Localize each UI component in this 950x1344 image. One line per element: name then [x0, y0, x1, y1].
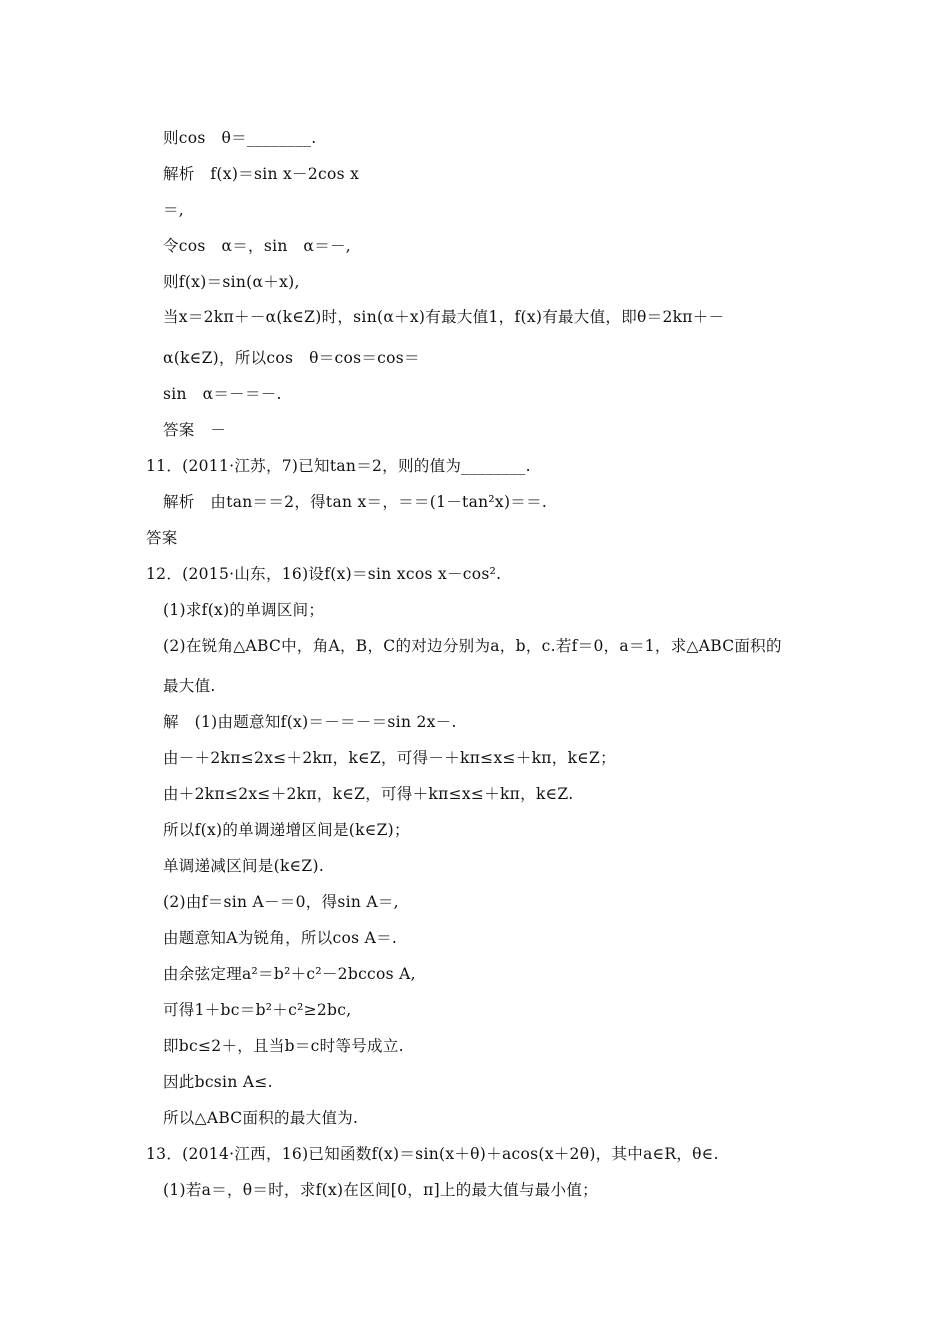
answer-label: 答案 — [146, 529, 178, 547]
text-line: 由余弦定理a²＝b²＋c²－2bccos A, — [163, 965, 416, 983]
text-line: 单调递减区间是(k∈Z). — [163, 857, 325, 875]
answer-label: 答案 － — [163, 421, 227, 439]
text-line: 解析 由tan＝＝2，得tan x＝，＝＝(1－tan²x)＝＝. — [163, 493, 548, 511]
text-line: 则cos θ＝________. — [163, 129, 317, 147]
text-line: (2)由f＝sin A－＝0，得sin A＝, — [163, 893, 399, 911]
text-line: 令cos α＝，sin α＝－, — [163, 237, 352, 255]
problem-11-heading: 11．(2011·江苏，7)已知tan＝2，则的值为________. — [146, 457, 531, 475]
text-line: (1)求f(x)的单调区间； — [163, 601, 325, 619]
text-line: 则f(x)＝sin(α＋x), — [163, 273, 300, 291]
text-line: sin α＝－＝－. — [163, 385, 282, 403]
text-line: 最大值. — [163, 677, 216, 695]
text-line: 因此bcsin A≤. — [163, 1073, 273, 1091]
text-line: ＝, — [163, 201, 185, 219]
problem-12-heading: 12．(2015·山东，16)设f(x)＝sin xcos x－cos². — [146, 565, 502, 583]
text-line: 所以f(x)的单调递增区间是(k∈Z)； — [163, 821, 410, 839]
text-line: 所以△ABC面积的最大值为. — [163, 1109, 359, 1127]
text-line: (1)若a＝，θ＝时，求f(x)在区间[0，π]上的最大值与最小值； — [163, 1181, 598, 1199]
solution-label: 解 (1)由题意知f(x)＝－＝－＝sin 2x－. — [163, 713, 457, 731]
text-line: 由－＋2kπ≤2x≤＋2kπ，k∈Z，可得－＋kπ≤x≤＋kπ，k∈Z； — [163, 749, 616, 767]
text-line: 由题意知A为锐角，所以cos A＝. — [163, 929, 398, 947]
text-line: 由＋2kπ≤2x≤＋2kπ，k∈Z，可得＋kπ≤x≤＋kπ，k∈Z. — [163, 785, 574, 803]
text-line: 当x＝2kπ＋－α(k∈Z)时，sin(α＋x)有最大值1，f(x)有最大值，即θ＝2kπ＋－ — [163, 308, 725, 326]
text-line: α(k∈Z)，所以cos θ＝cos＝cos＝ — [163, 349, 420, 367]
text-line: 可得1＋bc＝b²＋c²≥2bc, — [163, 1001, 352, 1019]
problem-13-heading: 13．(2014·江西，16)已知函数f(x)＝sin(x＋θ)＋acos(x＋2θ)，其中a∈R，θ∈. — [146, 1145, 719, 1163]
text-line: 解析 f(x)＝sin x－2cos x — [163, 165, 360, 183]
text-line: 即bc≤2＋，且当b＝c时等号成立. — [163, 1037, 404, 1055]
text-line: (2)在锐角△ABC中，角A，B，C的对边分别为a，b，c.若f＝0，a＝1，求△ABC面积的 — [163, 637, 782, 655]
